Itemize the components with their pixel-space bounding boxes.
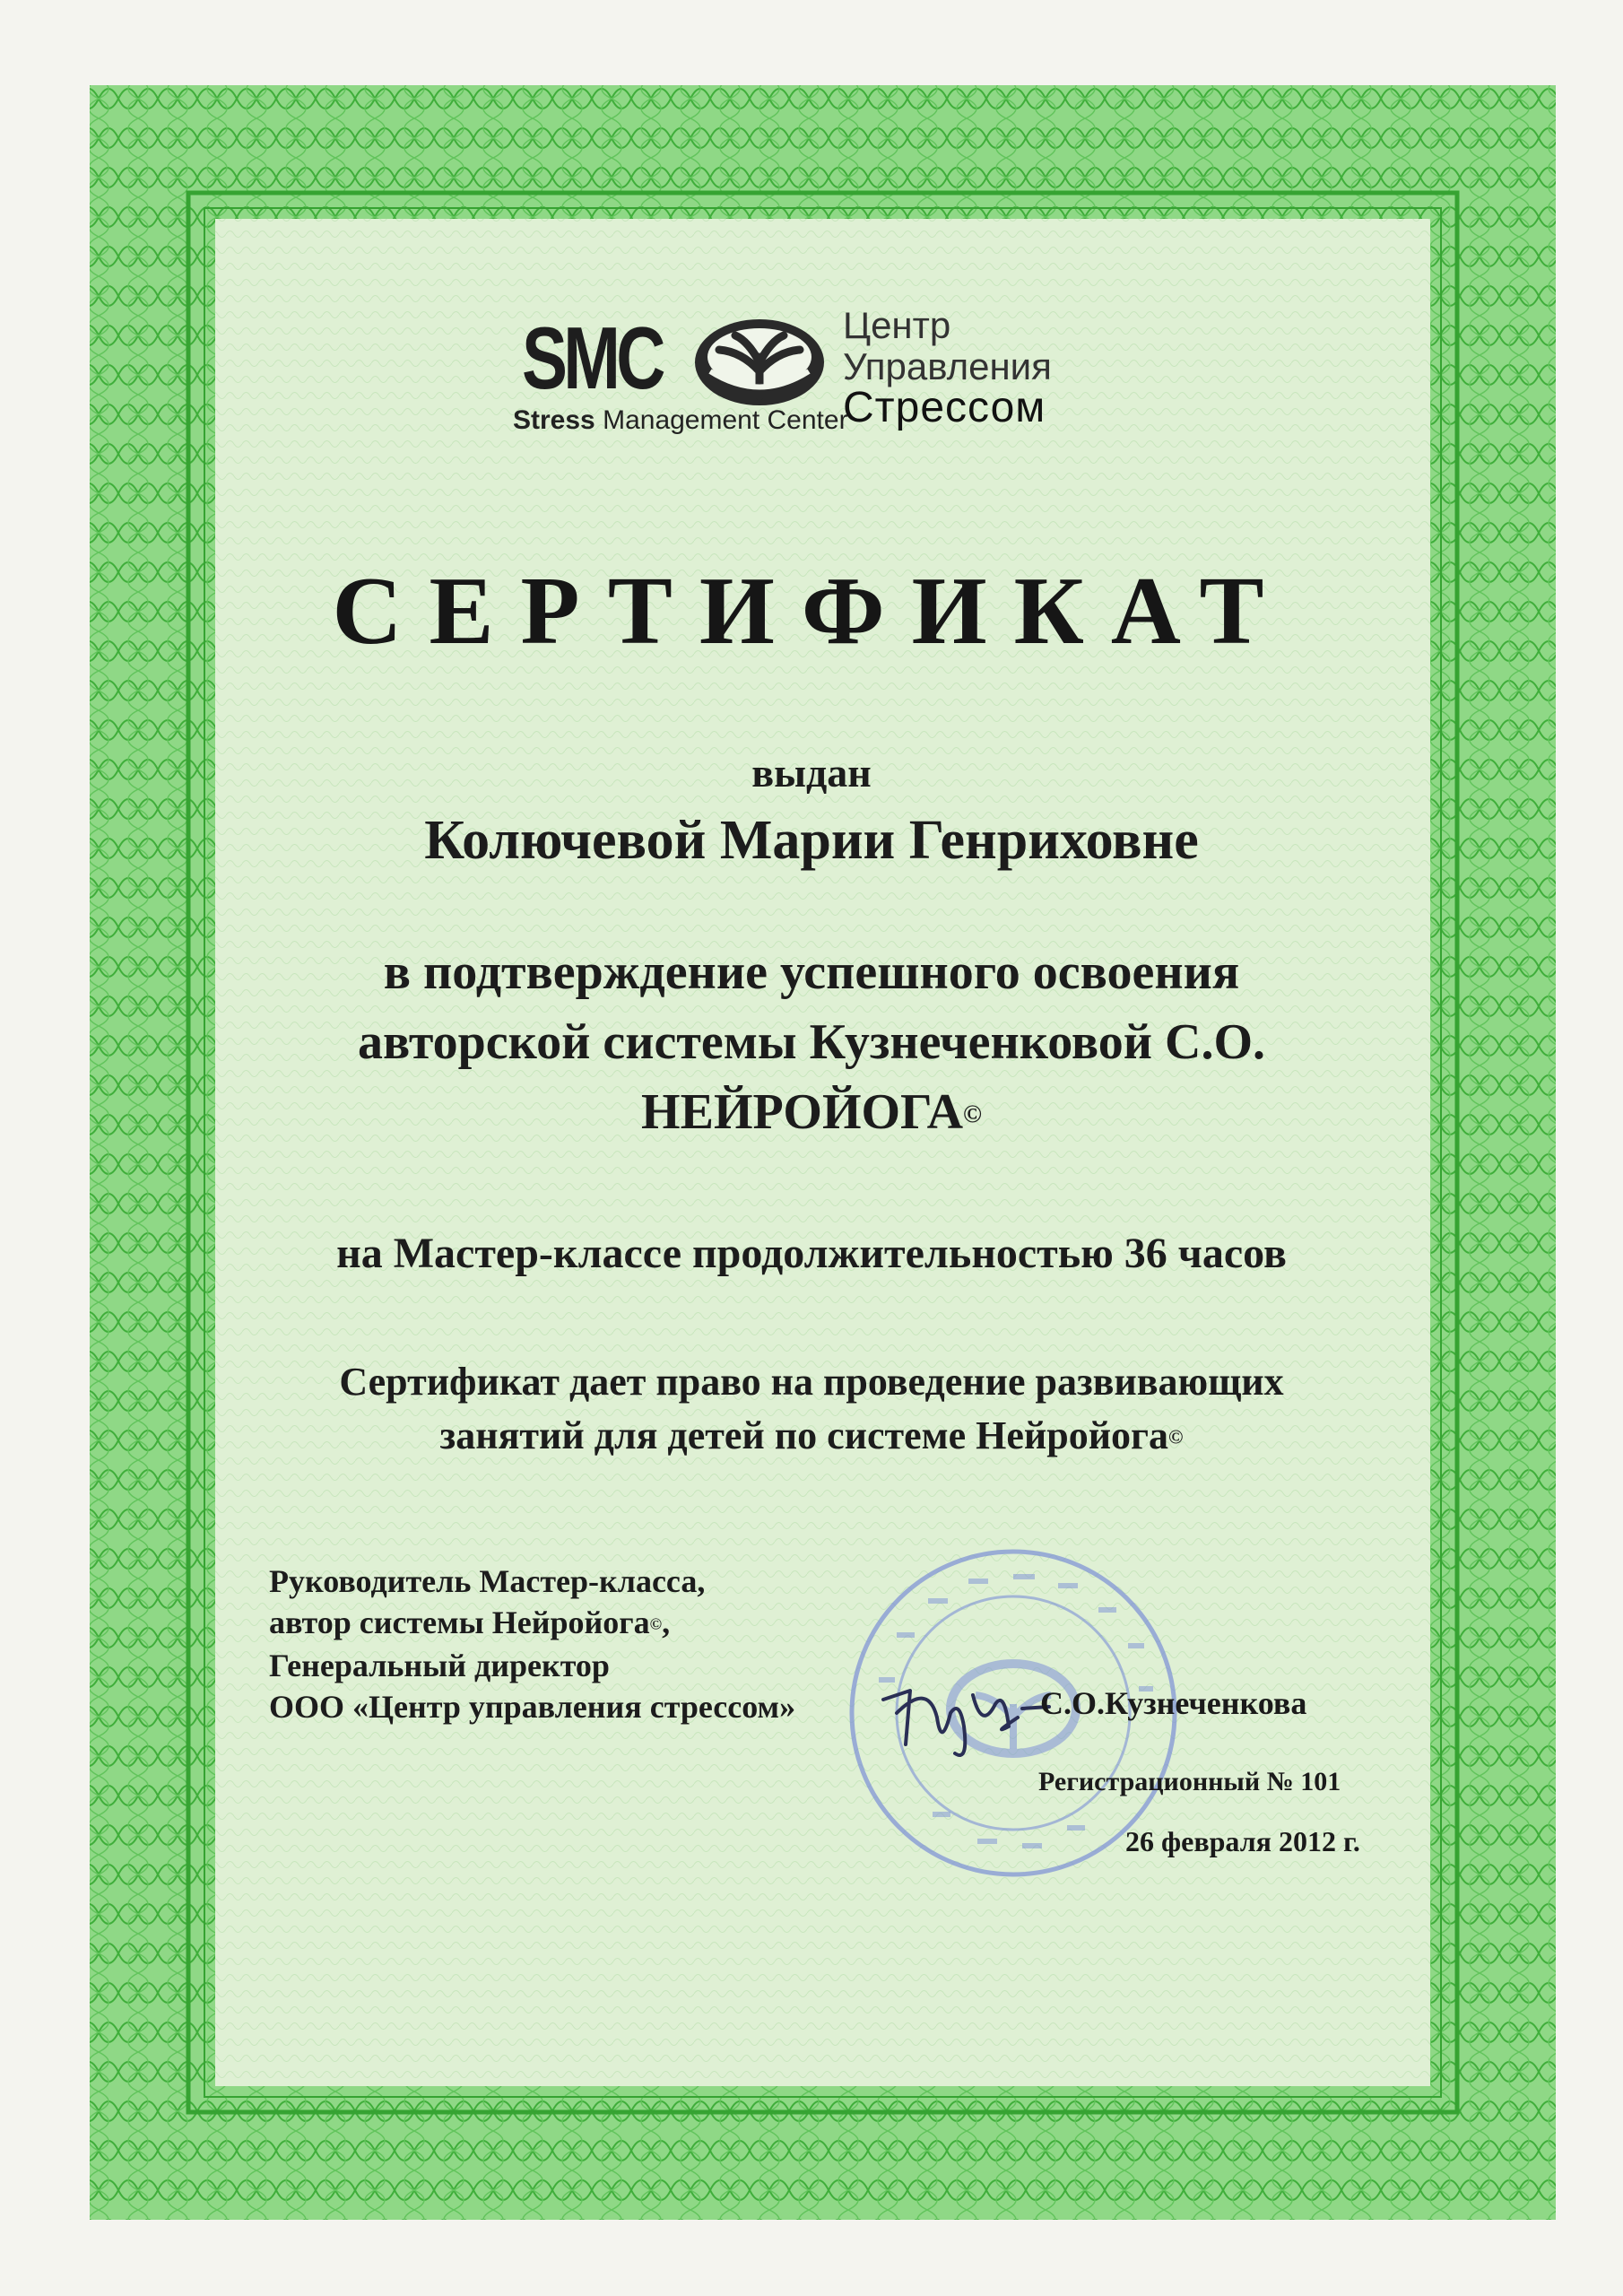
system-name: НЕЙРОЙОГА: [641, 1084, 964, 1140]
handwritten-signature: [874, 1664, 1054, 1771]
copyright-mark: ©: [1168, 1425, 1184, 1448]
rights-line-1: Сертификат дает право на проведение развивающих: [339, 1360, 1284, 1404]
logo-english-name: Stress Management Center: [513, 405, 848, 435]
company-logo: [513, 305, 1159, 448]
issue-date: 26 февраля 2012 г.: [1125, 1825, 1360, 1857]
body-line-3: [0, 1083, 1623, 1141]
signer-name: С.О.Кузнеченкова: [1040, 1685, 1307, 1721]
logo-russian-name: Центр Управления Стрессом: [843, 304, 1052, 431]
body-line-2: авторской системы Кузнеченковой С.О.: [357, 1014, 1266, 1070]
duration-line: на Мастер-классе продолжительностью 36 часов: [336, 1230, 1287, 1277]
signatory-role-3: Генеральный директор: [269, 1647, 610, 1683]
signatory-role-1: Руководитель Мастер-класса,: [269, 1563, 706, 1599]
tree-logo-icon: [692, 317, 827, 407]
signatory-role-2: автор системы Нейройога©,: [269, 1605, 671, 1640]
certificate-title: СЕРТИФИКАТ: [332, 558, 1291, 665]
signatory-organization: ООО «Центр управления стрессом»: [269, 1688, 796, 1725]
copyright-mark: ©: [963, 1100, 982, 1128]
rights-line-2: занятий для детей по системе Нейройога©: [439, 1413, 1184, 1457]
recipient-name: Колючевой Марии Генриховне: [424, 810, 1199, 871]
issued-label: выдан: [751, 750, 872, 796]
body-line-1: в подтверждение успешного освоения: [383, 944, 1240, 1000]
logo-abbreviation: SMC: [522, 309, 662, 407]
copyright-mark: ©: [649, 1614, 663, 1633]
signatory-block: [269, 1561, 795, 1727]
registration-number: Регистрационный № 101: [1038, 1767, 1341, 1796]
